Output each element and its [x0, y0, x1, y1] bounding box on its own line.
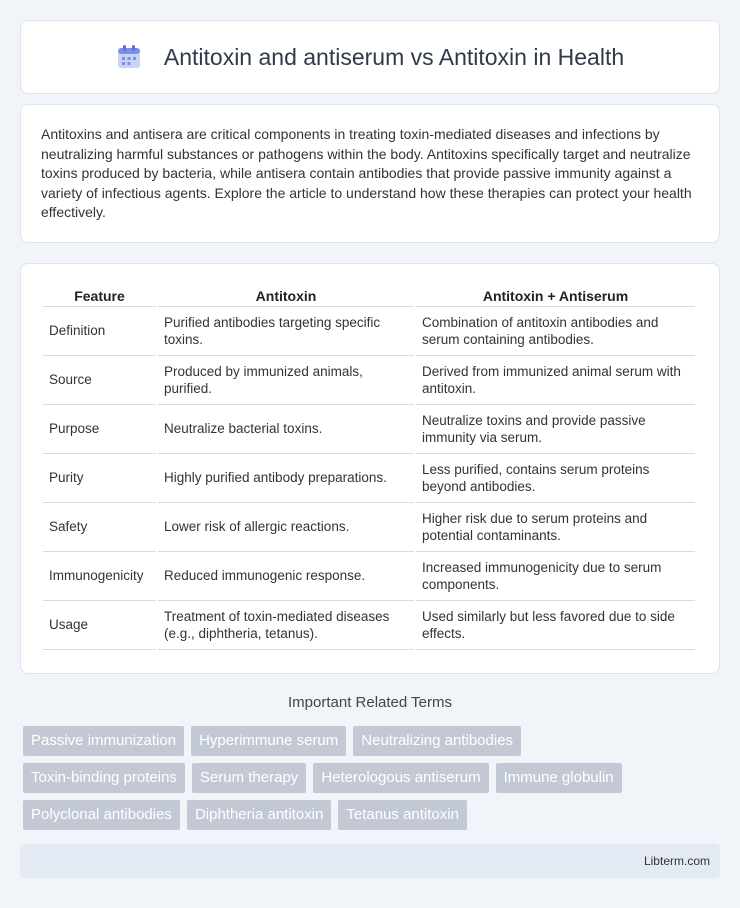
- antitoxin-cell: Highly purified antibody preparations.: [158, 454, 414, 503]
- header-card: [20, 20, 720, 94]
- feature-cell: Source: [43, 356, 156, 405]
- combination-cell: Combination of antitoxin antibodies and serum containing antibodies.: [416, 307, 695, 356]
- antitoxin-cell: Neutralize bacterial toxins.: [158, 405, 414, 454]
- antitoxin-cell: Purified antibodies targeting specific toxins.: [158, 307, 414, 356]
- feature-cell: Purity: [43, 454, 156, 503]
- feature-cell: Safety: [43, 503, 156, 552]
- feature-cell: Usage: [43, 601, 156, 650]
- combination-cell: Less purified, contains serum proteins beyond antibodies.: [416, 454, 695, 503]
- tag-row: [23, 763, 723, 793]
- comparison-card: [20, 263, 720, 674]
- table-row: [43, 356, 695, 405]
- table-row: [43, 454, 695, 503]
- antitoxin-cell: Reduced immunogenic response.: [158, 552, 414, 601]
- table-row: [43, 503, 695, 552]
- related-term-tag[interactable]: Neutralizing antibodies: [353, 726, 521, 756]
- related-term-tag[interactable]: Serum therapy: [192, 763, 306, 793]
- related-term-tag[interactable]: Hyperimmune serum: [191, 726, 346, 756]
- footer: [20, 844, 720, 878]
- intro-text: Antitoxins and antisera are critical components in treating toxin-mediated diseases and infections by neutralizing harmful substances or pathogens within the body. Antitoxins specifically target and neutralize toxins produced by bacteria, while antisera contain antibodies that provide passive immunity against a variety of infectious agents. Explore the article to understand how these therapies can protect your health effectively.: [41, 126, 692, 220]
- related-term-tag[interactable]: Polyclonal antibodies: [23, 800, 180, 830]
- related-terms-title: Important Related Terms: [288, 694, 452, 711]
- combination-cell: Increased immunogenicity due to serum components.: [416, 552, 695, 601]
- related-term-tag[interactable]: Immune globulin: [496, 763, 622, 793]
- column-header: Antitoxin + Antiserum: [416, 284, 695, 307]
- antitoxin-cell: Treatment of toxin-mediated diseases (e.g., diphtheria, tetanus).: [158, 601, 414, 650]
- column-header: Feature: [43, 284, 156, 307]
- feature-cell: Immunogenicity: [43, 552, 156, 601]
- table-header-row: [43, 284, 695, 307]
- combination-cell: Neutralize toxins and provide passive immunity via serum.: [416, 405, 695, 454]
- intro-card: [20, 104, 720, 243]
- calendar-icon: [116, 44, 142, 70]
- related-term-tag[interactable]: Tetanus antitoxin: [338, 800, 467, 830]
- related-term-tag[interactable]: Diphtheria antitoxin: [187, 800, 331, 830]
- footer-site-link[interactable]: Libterm.com: [643, 854, 710, 868]
- combination-cell: Higher risk due to serum proteins and potential contaminants.: [416, 503, 695, 552]
- table-row: [43, 307, 695, 356]
- table-row: [43, 405, 695, 454]
- tag-row: [23, 726, 723, 756]
- tag-row: [23, 800, 723, 830]
- related-term-tag[interactable]: Toxin-binding proteins: [23, 763, 185, 793]
- related-term-tag[interactable]: Heterologous antiserum: [313, 763, 488, 793]
- feature-cell: Definition: [43, 307, 156, 356]
- feature-cell: Purpose: [43, 405, 156, 454]
- antitoxin-cell: Lower risk of allergic reactions.: [158, 503, 414, 552]
- related-terms: [23, 726, 723, 837]
- column-header: Antitoxin: [158, 284, 414, 307]
- page-title: Antitoxin and antiserum vs Antitoxin in Health: [163, 43, 625, 70]
- combination-cell: Derived from immunized animal serum with antitoxin.: [416, 356, 695, 405]
- table-row: [43, 601, 695, 650]
- related-term-tag[interactable]: Passive immunization: [23, 726, 184, 756]
- antitoxin-cell: Produced by immunized animals, purified.: [158, 356, 414, 405]
- comparison-table: [41, 284, 697, 650]
- combination-cell: Used similarly but less favored due to side effects.: [416, 601, 695, 650]
- table-row: [43, 552, 695, 601]
